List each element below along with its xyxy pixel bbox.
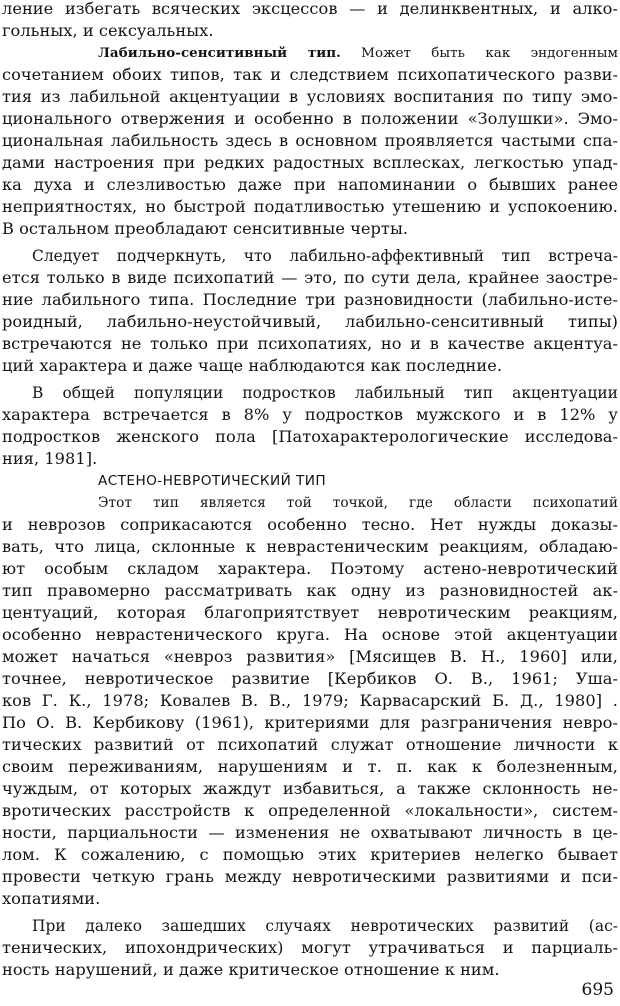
line-text: сочетанием обоих типов, так и следствием психопатического разви- [2, 65, 618, 84]
line-text: дами настроения при редких радостных всплесках, легкостью упад- [2, 153, 618, 172]
text-line [2, 130, 618, 152]
text-line [2, 734, 618, 756]
line-text: вать, что лица, склонные к неврастеническим реакциям, обладаю- [2, 537, 618, 556]
text-line [2, 42, 618, 64]
text-line [2, 712, 618, 734]
text-line [2, 492, 618, 514]
text-line [2, 448, 618, 470]
line-text: АСТЕНО-НЕВРОТИЧЕСКИЙ ТИП [98, 473, 327, 489]
line-text: может начаться «невроз развития» [Мясищев В. Н., 1960] или, [2, 647, 618, 666]
line-text: центуаций, которая благоприятствует невротическим реакциям, [2, 603, 618, 622]
text-line [2, 20, 618, 42]
line-text: ние лабильного типа. Последние три разновидности (лабильно-исте- [2, 290, 618, 309]
line-text: точнее, невротическое развитие [Кербиков О. В., 1961; Уша- [2, 669, 618, 688]
line-text: ют особым складом характера. Поэтому астено-невротический [2, 559, 618, 578]
text-line [2, 888, 618, 910]
text-line [2, 289, 618, 311]
line-text: своим переживаниям, нарушениям и т. п. как к болезненным, [2, 757, 618, 776]
text-line [2, 822, 618, 844]
text-line [2, 218, 618, 240]
text-line [2, 174, 618, 196]
text-line [2, 959, 618, 981]
line-text: ности, парциальности — изменения не охватывают личность в це- [2, 823, 618, 842]
text-line [2, 756, 618, 778]
text-line [2, 580, 618, 602]
text-line [2, 558, 618, 580]
text-line [2, 267, 618, 289]
text-line [2, 624, 618, 646]
line-text: встречаются не только при психопатиях, но и в качестве акцентуа- [2, 334, 618, 353]
line-text: вротических расстройств к определенной «локальности», систем- [2, 801, 618, 820]
line-text: хопатиями. [2, 889, 101, 908]
line-text: циональная лабильность здесь в основном проявляется частыми спа- [2, 131, 618, 150]
line-text: Этот тип является той точкой, где области психопатий [98, 495, 618, 511]
line-text: ков Г. К., 1978; Ковалев В. В., 1979; Карвасарский Б. Д., 1980] . [2, 691, 618, 710]
text-line [2, 108, 618, 130]
line-text: провести четкую грань между невротическими развитиями и пси- [2, 867, 618, 886]
line-text: При далеко зашедших случаях невротических развитий (ас- [32, 917, 618, 935]
text-line [2, 404, 618, 426]
text-line [2, 152, 618, 174]
line-text: В остальном преобладают сенситивные черты. [2, 219, 409, 238]
text-line [2, 382, 618, 404]
text-line [2, 844, 618, 866]
text-line [2, 86, 618, 108]
line-text: ление избегать всяческих эксцессов — и делинквентных, и алко- [2, 0, 618, 18]
line-text: ность нарушений, и даже критическое отношение к ним. [2, 960, 500, 979]
line-text: По О. В. Кербикову (1961), критериями для разграничения невро- [2, 713, 618, 732]
text-line [2, 536, 618, 558]
line-text: тических развитий от психопатий служат отношение личности к [2, 735, 618, 754]
text-line [2, 602, 618, 624]
line-text: ций характера и даже чаще наблюдаются как последние. [2, 356, 503, 375]
text-line [2, 937, 618, 959]
line-text: и неврозов соприкасаются особенно тесно. Нет нужды доказы- [2, 515, 618, 534]
text-line [2, 668, 618, 690]
line-text: Следует подчеркнуть, что лабильно-аффективный тип встреча- [32, 247, 618, 265]
line-text: тип правомерно рассматривать как одну из разновидностей ак- [2, 581, 618, 600]
line-text: В общей популяции подростков лабильный тип акцентуации [32, 384, 618, 402]
line-text: ционального отвержения и особенно в положении «Золушки». Эмо- [2, 109, 618, 128]
text-line [2, 311, 618, 333]
line-text: подростков женского пола [Патохарактерологические исследова- [2, 427, 618, 446]
line-text: ка духа и слезливостью даже при напоминании о бывших ранее [2, 175, 618, 194]
line-text: неприятностях, но быстрой податливостью утешению и успокоению. [2, 197, 618, 216]
text-line [2, 690, 618, 712]
text-line [2, 196, 618, 218]
line-text: ется только в виде психопатий — это, по сути дела, крайнее заостре- [2, 268, 618, 287]
line-text: тия из лабильной акцентуации в условиях воспитания по типу эмо- [2, 87, 618, 106]
line-text: характера встречается в 8% у подростков мужского и в 12% у [2, 405, 618, 424]
text-line [2, 646, 618, 668]
text-line [2, 0, 618, 20]
line-text: лом. К сожалению, с помощью этих критериев нелегко бывает [2, 845, 618, 864]
text-line [2, 915, 618, 937]
text-line [2, 333, 618, 355]
line-text: ния, 1981]. [2, 449, 98, 468]
line-text: Может быть как эндогенным [340, 46, 618, 61]
text-line [2, 778, 618, 800]
text-line [2, 514, 618, 536]
text-line [2, 866, 618, 888]
line-text: роидный, лабильно-неустойчивый, лабильно-сенситивный типы) [2, 312, 618, 331]
text-line [2, 245, 618, 267]
section-heading [2, 470, 618, 492]
text-line [2, 64, 618, 86]
text-line [2, 355, 618, 377]
bold-lead-in: Лабильно-сенситивный тип. [98, 45, 341, 61]
line-text: особенно неврастенического круга. На основе этой акцентуации [2, 625, 618, 644]
line-text: тенических, ипохондрических) могут утрачиваться и парциаль- [2, 938, 618, 957]
page-number: 695 [581, 980, 614, 1000]
line-text: чуждым, от которых жаждут избавиться, а также склонность не- [2, 779, 618, 798]
text-line [2, 426, 618, 448]
line-text: гольных, и сексуальных. [2, 21, 214, 40]
text-line [2, 800, 618, 822]
